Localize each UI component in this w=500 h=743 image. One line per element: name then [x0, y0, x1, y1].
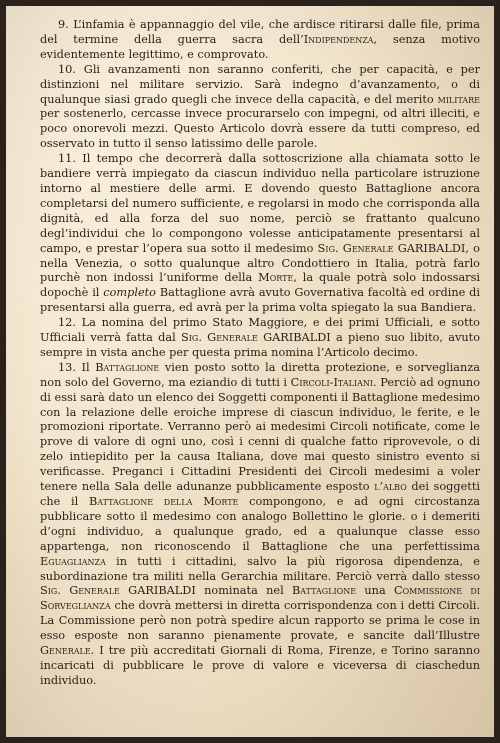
- article-number: 10.: [58, 62, 84, 76]
- text-segment: vien posto sotto la diretta protezione, e sorveglianza non solo del Governo, ma eziandio di tutti i: [40, 360, 481, 389]
- article-number: 13.: [58, 360, 82, 374]
- text-segment: completo: [103, 286, 156, 300]
- text-segment: dei soggetti che il: [40, 480, 480, 508]
- text-segment: compongono, e ad ogni circostanza pubblicare sotto il medesimo con analogo Bollettino le glorie. o i demeriti d’ogni individuo, a qualunque grado, ed a qualunque classe esso appartenga, non riconoscendo il Battaglione che una perfettissima: [40, 495, 481, 553]
- text-segment: , senza motivo evidentemente legittimo, e comprovato.: [40, 32, 480, 61]
- text-segment: Sig. Generale: [40, 584, 120, 598]
- text-segment: che dovrà mettersi in diretta corrispondenza con i detti Circoli. La Commissione però non potrà spedire alcun rapporto se prima le cose in esso esposte non saranno pienamente provate, e sancite dall’Illustre: [40, 599, 480, 643]
- text-segment: militare: [437, 92, 480, 106]
- article-number: 9.: [58, 18, 74, 31]
- text-segment: per sostenerlo, cercasse invece procurarselo con impegni, od altri illeciti, e poco onorevoli mezzi. Questo Articolo dovrà essere da tutti compreso, ed osservato in tutto il senso latissimo delle parole.: [40, 107, 480, 151]
- text-segment: L’infamia è appannaggio del vile, che ardisce ritirarsi dalle file, prima del termine della guerra sacra dell’: [40, 18, 480, 46]
- text-segment: Battaglione: [95, 360, 160, 374]
- text-segment: . I tre più accreditati Giornali di Roma, Firenze, e Torino saranno incaricati di pubblicare le prove di valore e viceversa di ciaschedun individuo.: [40, 644, 480, 687]
- paragraph: [40, 316, 480, 361]
- text-segment: GARIBALDI nominata nel: [119, 584, 292, 598]
- text-segment: Generale: [40, 644, 91, 658]
- text-segment: in tutti i cittadini, salvo la più rigorosa dipendenza, e subordinazione tra militi nella Gerarchia militare. Perciò verrà dallo stesso: [40, 554, 480, 583]
- paragraph: [40, 152, 480, 316]
- paragraph: [40, 18, 480, 63]
- text-segment: Gli avanzamenti non saranno conferiti, che per capacità, e per distinzioni nel militare servizio. Sarà indegno d’avanzamento, o di qualunque siasi grado quegli che invece della capacità, e del merito: [40, 62, 480, 106]
- text-segment: Morte: [258, 271, 294, 285]
- text-segment: Battaglione avrà avuto Governativa facoltà ed ordine di presentarsi alla guerra, ed avrà per la prima volta spiegato la sua Bandiera.: [40, 286, 481, 315]
- text-segment: Sig. Generale: [181, 331, 258, 345]
- text-segment: l’albo: [374, 480, 407, 494]
- text-segment: Indipendenza: [303, 32, 374, 46]
- text-segment: una: [356, 584, 394, 598]
- text-segment: La nomina del primo Stato Maggiore, e dei primi Ufficiali, e sotto Ufficiali verrà fatta dal: [40, 316, 480, 345]
- text-segment: . Perciò ad ognuno di essi sarà dato un elenco dei Soggetti componenti il Battaglione medesimo con la relazione delle eroiche imprese di ciascun individuo, le ferite, e le promozioni riportate. Verranno però ai medesimi Circoli notificate, come le prove di valore di ogni uno, così i cenni di qualche fatto riprovevole, o di zelo intiepidito per la causa Italiana, dove mai questo sinistro evento si verificasse. Preganci i Cittadini Presidenti dei Circoli medesimi a voler tenere nella Sala delle adunanze pubblicamente esposto: [40, 375, 480, 494]
- text-segment: Circoli-Italiani: [290, 375, 374, 389]
- paragraph: [40, 361, 480, 689]
- article-number: 12.: [58, 316, 82, 330]
- document-text: [40, 18, 480, 689]
- text-segment: Eguaglianza: [40, 554, 106, 568]
- text-segment: Battaglione della Morte: [89, 495, 239, 508]
- text-segment: Il: [81, 360, 96, 374]
- text-segment: , la quale potrà solo indossarsi dopochè il: [40, 271, 480, 300]
- text-segment: Commissione di Sorveglianza: [40, 584, 480, 613]
- text-segment: Il tempo che decorrerà dalla sottoscrizione alla chiamata sotto le bandiere verrà impiegato da ciascun individuo nella particolare istruzione intorno al mestiere delle armi. E dovendo questo Battaglione ancora completarsi del numero sufficiente, e regolarsi in modo che corrisponda alla dignità, ed alla forza del suo nome, perciò se frattanto qualcuno degl’individui che lo compongono volesse anticipatamente presentarsi al campo, e prestar l’opera sua sotto il medesimo: [40, 152, 481, 255]
- text-segment: GARIBALDI a pieno suo libito, avuto sempre in vista anche per questa prima nomina l’Articolo decimo.: [40, 331, 480, 359]
- text-segment: Sig. Generale: [317, 241, 394, 255]
- text-segment: Battaglione: [292, 584, 357, 598]
- paragraph: [40, 63, 480, 152]
- text-segment: GARIBALDI, o nella Venezia, o sotto qualunque altro Condottiero in Italia, potrà farlo purchè non indossi l’uniforme della: [40, 241, 480, 285]
- article-number: 11.: [58, 152, 83, 166]
